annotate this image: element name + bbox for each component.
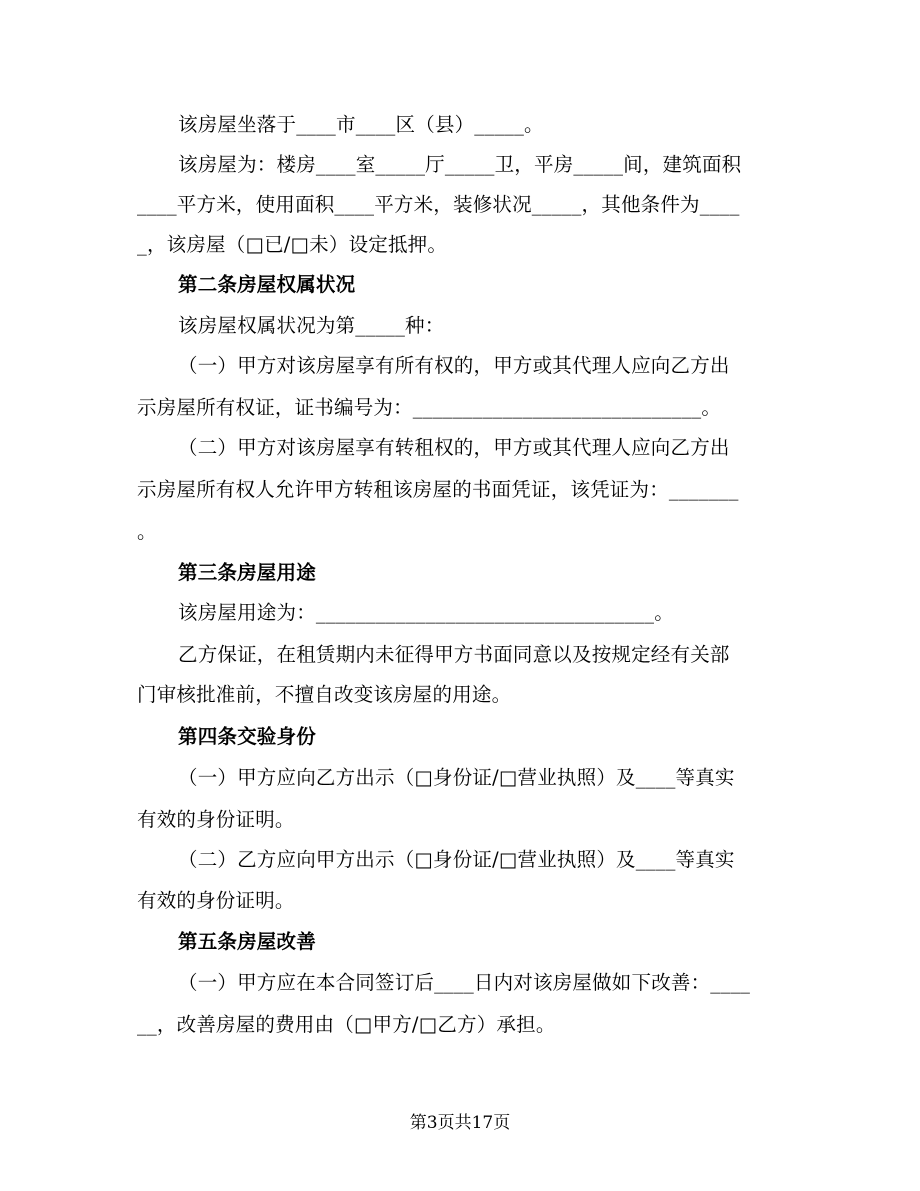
paragraph-improvement-1-line-2: __，改善房屋的费用由（□甲方/□乙方）承担。 — [137, 1013, 556, 1036]
paragraph-identity-1-line-2: 有效的身份证明。 — [137, 808, 295, 831]
paragraph-ownership-type: 该房屋权属状况为第_____种： — [178, 314, 445, 337]
paragraph-ownership-2-line-2: 示房屋所有权人允许甲方转租该房屋的书面凭证，该凭证为：_______ — [137, 478, 739, 501]
paragraph-identity-2-line-2: 有效的身份证明。 — [137, 889, 295, 912]
paragraph-identity-1-line-1: （一）甲方应向乙方出示（□身份证/□营业执照）及____等真实 — [178, 766, 735, 789]
paragraph-house-details-line-1: 该房屋为：楼房____室_____厅_____卫，平房_____间，建筑面积 — [178, 153, 742, 176]
paragraph-usage: 该房屋用途为：__________________________________。 — [178, 601, 674, 624]
paragraph-location: 该房屋坐落于____市____区（县）_____。 — [178, 113, 544, 136]
section-heading-article-5: 第五条房屋改善 — [178, 930, 316, 953]
paragraph-ownership-1-line-2: 示房屋所有权证，证书编号为：_____________________________。 — [137, 396, 722, 419]
paragraph-ownership-2-line-3: 。 — [137, 520, 157, 543]
paragraph-usage-guarantee-line-1: 乙方保证，在租赁期内未征得甲方书面同意以及按规定经有关部 — [178, 643, 730, 666]
paragraph-improvement-1-line-1: （一）甲方应在本合同签订后____日内对该房屋做如下改善：____ — [178, 971, 751, 994]
section-heading-article-3: 第三条房屋用途 — [178, 561, 316, 584]
section-heading-article-2: 第二条房屋权属状况 — [178, 273, 356, 296]
paragraph-house-details-line-2: ____平方米，使用面积____平方米，装修状况_____，其他条件为____ — [137, 193, 740, 216]
paragraph-identity-2-line-1: （二）乙方应向甲方出示（□身份证/□营业执照）及____等真实 — [178, 848, 735, 871]
section-heading-article-4: 第四条交验身份 — [178, 725, 316, 748]
paragraph-ownership-1-line-1: （一）甲方对该房屋享有所有权的，甲方或其代理人应向乙方出 — [178, 354, 730, 377]
paragraph-usage-guarantee-line-2: 门审核批准前，不擅自改变该房屋的用途。 — [137, 683, 512, 706]
paragraph-ownership-2-line-1: （二）甲方对该房屋享有转租权的，甲方或其代理人应向乙方出 — [178, 436, 730, 459]
page-number: 第3页共17页 — [409, 1113, 511, 1133]
paragraph-house-details-line-3: _，该房屋（□已/□未）设定抵押。 — [137, 233, 448, 256]
